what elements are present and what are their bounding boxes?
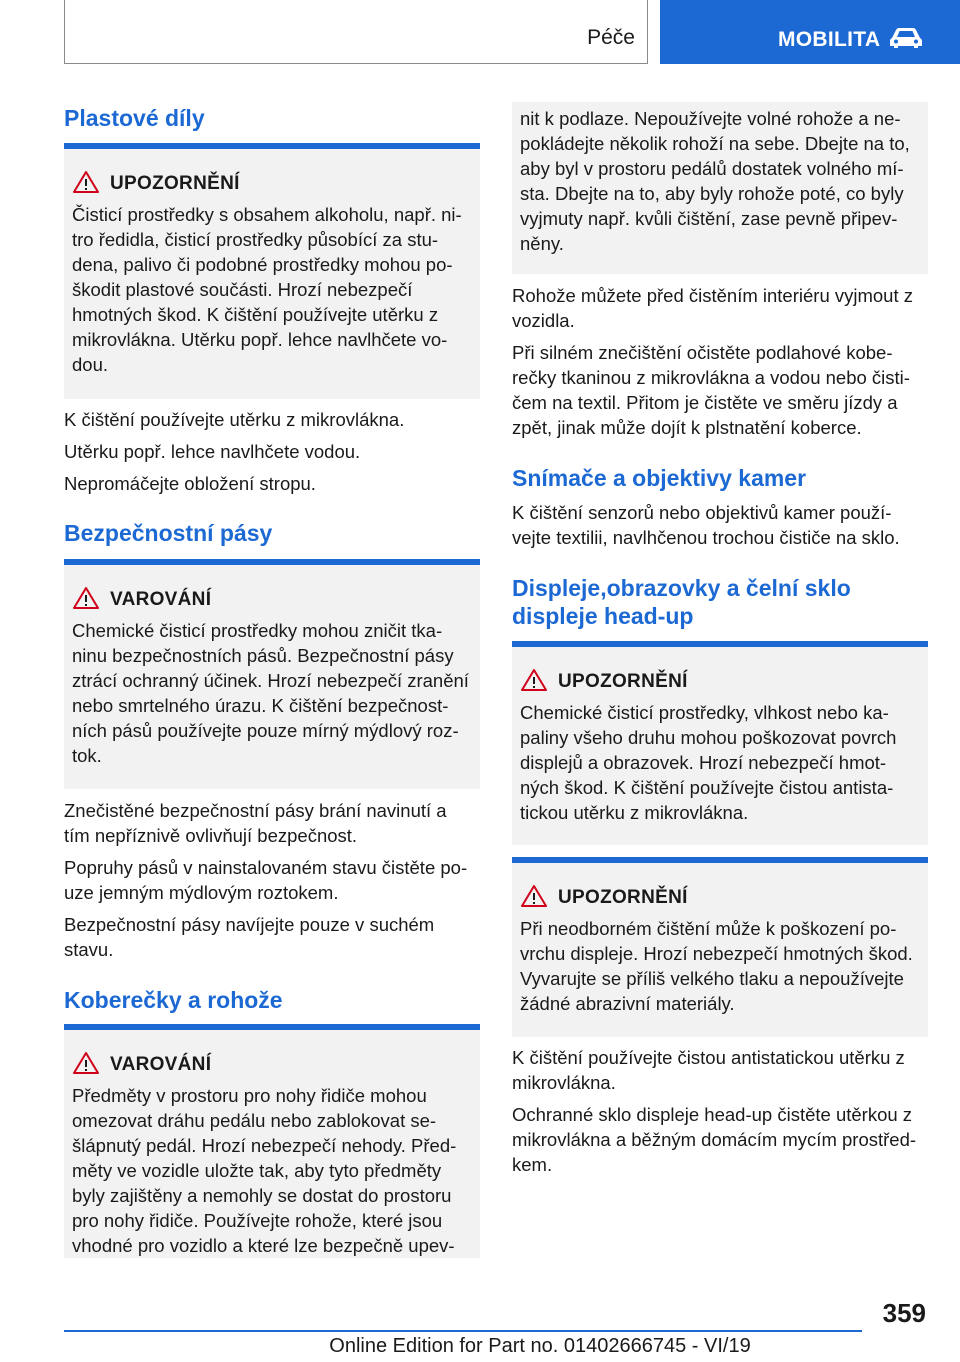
- heading-koberecky-a-rohoze: Koberečky a rohože: [64, 987, 283, 1013]
- notice-box-displays-1: [512, 647, 928, 845]
- notice-text: Čisticí prostředky s obsahem alkoholu, např. ni- tro ředidla, čisticí prostředky působící za stu- dena, palivo či podobné prostředky mohou po- škodit plastové součásti. Hrozí nebezpečí hmotných škod. K čištění používejte utěrku z mikrovlákna. Utěrku popř. lehce navlhčete vo- dou.: [72, 204, 462, 375]
- header-tab-mobilita[interactable]: [660, 0, 960, 64]
- warning-triangle-icon: [72, 170, 100, 194]
- warning-title: VAROVÁNÍ: [110, 1054, 212, 1075]
- paragraph: K čištění používejte utěrku z mikrovlákna.: [64, 409, 405, 430]
- warning-title: VAROVÁNÍ: [110, 589, 212, 610]
- warning-box-mats-continued: [512, 102, 928, 274]
- heading-snimace-a-objektivy: Snímače a objektivy kamer: [512, 465, 807, 491]
- notice-title: UPOZORNĚNÍ: [558, 887, 688, 908]
- footer-edition: Online Edition for Part no. 01402666745 - VI/19: [329, 1335, 751, 1357]
- heading-displeje: Displeje,obrazovky a čelní sklo displeje head-up: [512, 575, 851, 629]
- header-section-label: Péče: [587, 26, 635, 49]
- car-icon: [888, 26, 924, 50]
- warning-triangle-icon: [72, 1051, 100, 1075]
- heading-plastove-dily: Plastové díly: [64, 105, 205, 131]
- warning-triangle-icon: [520, 884, 548, 908]
- notice-box-plast: [64, 149, 480, 399]
- footer-rule: [64, 1330, 862, 1332]
- notice-text: Při neodborném čištění může k poškození po- vrchu displeje. Hrozí nebezpečí hmotných škod. Vyvarujte se příliš velkého tlaku a nepoužívejte žádné abrazivní materiály.: [520, 918, 913, 1014]
- paragraph: Rohože můžete před čistěním interiéru vyjmout z vozidla.: [512, 285, 914, 331]
- notice-box-displays-2: [512, 863, 928, 1037]
- paragraph: Utěrku popř. lehce navlhčete vodou.: [64, 441, 361, 462]
- warning-box-mats: [64, 1030, 480, 1258]
- page-number: 359: [882, 1298, 926, 1328]
- header-tab-label: MOBILITA: [778, 28, 881, 51]
- paragraph: Ochranné sklo displeje head-up čistěte utěrkou z mikrovlákna a běžným domácím mycím prostřed- kem.: [512, 1104, 917, 1175]
- paragraph: Znečistěné bezpečnostní pásy brání navinutí a tím nepříznivě ovlivňují bezpečnost.: [64, 800, 447, 846]
- warning-text: Předměty v prostoru pro nohy řidiče mohou omezovat dráhu pedálu nebo zablokovat se- šlápnutý pedál. Hrozí nebezpečí nehody. Před- měty ve vozidle uložte tak, aby tyto předměty byly zajištěny a nemohly se dostat do prostoru pro nohy řidiče. Používejte rohože, které jsou vhodné pro vozidlo a které lze bezpečně upev-: [72, 1085, 457, 1256]
- paragraph: Nepromáčejte obložení stropu.: [64, 473, 316, 494]
- notice-title: UPOZORNĚNÍ: [110, 173, 240, 194]
- heading-bezpecnostni-pasy: Bezpečnostní pásy: [64, 520, 273, 546]
- paragraph: Bezpečnostní pásy navíjejte pouze v suchém stavu.: [64, 914, 435, 960]
- notice-title: UPOZORNĚNÍ: [558, 671, 688, 692]
- warning-box-belts: [64, 565, 480, 789]
- warning-triangle-icon: [520, 668, 548, 692]
- warning-text: Chemické čisticí prostředky mohou zničit tka- ninu bezpečnostních pásů. Bezpečnostní pásy ztrácí ochranný účinek. Hrozí nebezpečí zranění nebo smrtelného úrazu. K čištění bezpečnost- ních pásů používejte pouze mírný mýdlový roz- tok.: [72, 620, 469, 766]
- paragraph: K čištění senzorů nebo objektivů kamer použí- vejte textilii, navlhčenou trochou čističe na sklo.: [512, 502, 900, 548]
- paragraph: K čištění používejte čistou antistatickou utěrku z mikrovlákna.: [512, 1047, 905, 1093]
- paragraph: Popruhy pásů v nainstalovaném stavu čistěte po- uze jemným mýdlovým roztokem.: [64, 857, 468, 903]
- warning-triangle-icon: [72, 586, 100, 610]
- paragraph: Při silném znečištění očistěte podlahové kobe- rečky tkaninou z mikrovlákna a vodou nebo čisti- čem na textil. Přitom je čistěte ve směru jízdy a zpět, jinak může dojít k plstnatění koberce.: [512, 342, 910, 438]
- warning-text-continued: nit k podlaze. Nepoužívejte volné rohože a ne- pokládejte několik rohoží na sebe. Dbejte na to, aby byl v prostoru pedálů dostatek volného mí- sta. Dbejte na to, aby byly rohože poté, co byly vyjmuty např. kvůli čištění, zase pevně připev- něny.: [520, 108, 910, 254]
- notice-text: Chemické čisticí prostředky, vlhkost nebo ka- paliny všeho druhu mohou poškozovat povrch displejů a obrazovek. Hrozí nebezpečí hmot- ných škod. K čištění používejte čistou antista- tickou utěrku z mikrovlákna.: [520, 702, 897, 823]
- header-section-box: [64, 0, 648, 64]
